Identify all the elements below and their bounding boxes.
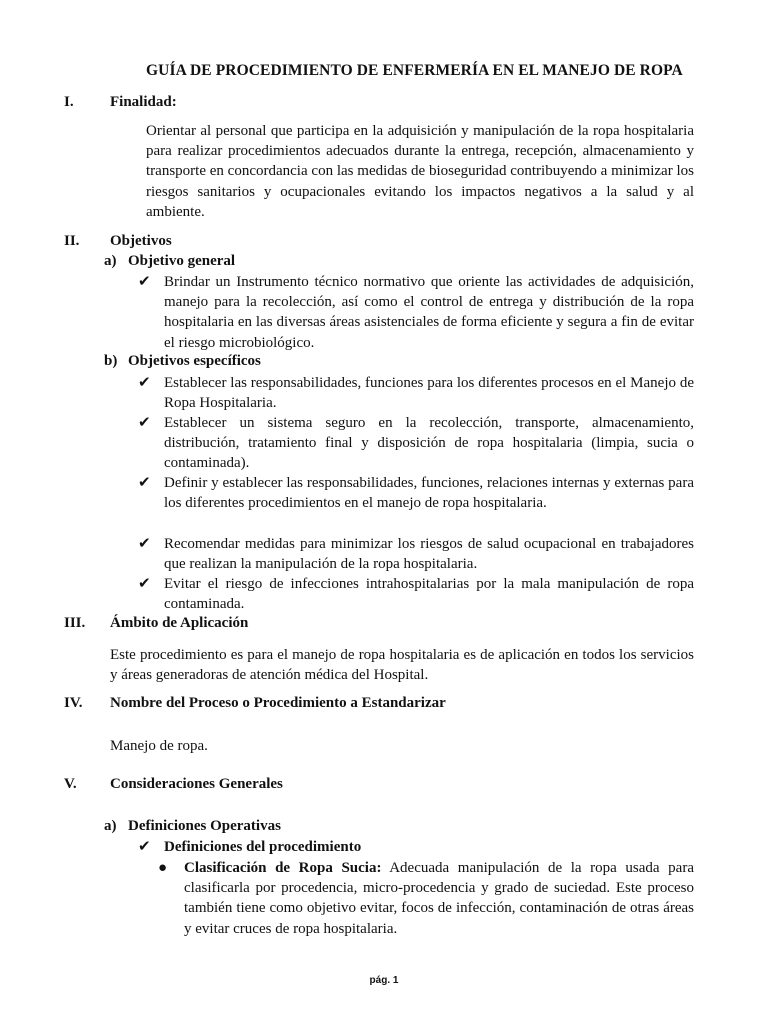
list-item-text: Establecer un sistema seguro en la recolección, transporte, almacenamiento, distribución, tratamiento final y disposición de ropa hospitalaria (limpia, sucia o contaminada). xyxy=(164,415,694,472)
subsection-objetivo-general xyxy=(104,253,235,270)
list-item xyxy=(138,272,694,353)
bullet-icon: ● xyxy=(158,860,168,876)
list-item-text: Definir y establecer las responsabilidades, funciones, relaciones internas y externas para los diferentes procedimientos en el manejo de ropa hospitalaria. xyxy=(164,475,694,512)
list-item-text: Establecer las responsabilidades, funciones para los diferentes procesos en el Manejo de Ropa Hospitalaria. xyxy=(164,375,694,412)
document-title: GUÍA DE PROCEDIMIENTO DE ENFERMERÍA EN EL MANEJO DE ROPA xyxy=(146,62,683,79)
list-item xyxy=(138,534,694,574)
list-item-text: Definiciones del procedimiento xyxy=(164,839,362,855)
subsection-label: b) xyxy=(104,353,118,369)
section-4-body: Manejo de ropa. xyxy=(110,738,208,754)
checkmark-icon: ✔ xyxy=(138,415,151,431)
list-item-text: Recomendar medidas para minimizar los riesgos de salud ocupacional en trabajadores que realizan la manipulación de la ropa hospitalaria. xyxy=(164,536,694,573)
section-3-title: Ámbito de Aplicación xyxy=(110,615,249,631)
section-5-number: V. xyxy=(64,776,77,792)
section-2-number: II. xyxy=(64,233,80,249)
checkmark-icon: ✔ xyxy=(138,475,151,491)
section-1-title: Finalidad: xyxy=(110,94,177,110)
list-item xyxy=(138,413,694,474)
definition-text: Adecuada manipulación de la ropa usada para clasificarla por procedencia, micro-procedencia y grado de suciedad. Este proceso también tiene como objetivo evitar, focos de infección, contaminación de otras áreas y evitar cruces de ropa hospitalaria. xyxy=(184,860,694,937)
section-5-title: Consideraciones Generales xyxy=(110,776,283,792)
checkmark-icon: ✔ xyxy=(138,576,151,592)
section-2-title: Objetivos xyxy=(110,233,172,249)
subsection-title: Objetivos específicos xyxy=(128,353,261,369)
subsection-label: a) xyxy=(104,818,117,834)
subsection-label: a) xyxy=(104,253,117,269)
subsection-title: Definiciones Operativas xyxy=(128,818,281,834)
definition-term: Clasificación de Ropa Sucia: xyxy=(184,860,382,876)
section-4-title: Nombre del Proceso o Procedimiento a Estandarizar xyxy=(110,695,446,711)
list-item xyxy=(138,837,694,857)
checkmark-icon: ✔ xyxy=(138,375,151,391)
checkmark-icon: ✔ xyxy=(138,839,151,855)
page-number: pág. 1 xyxy=(369,975,399,986)
checkmark-icon: ✔ xyxy=(138,536,151,552)
section-3-body: Este procedimiento es para el manejo de ropa hospitalaria es de aplicación en todos los servicios y áreas generadoras de atención médica del Hospital. xyxy=(110,647,694,684)
checkmark-icon: ✔ xyxy=(138,274,151,290)
list-item-text xyxy=(184,858,694,939)
list-item xyxy=(138,373,694,413)
section-4-number: IV. xyxy=(64,695,83,711)
list-item xyxy=(138,574,694,614)
subsection-definiciones-operativas xyxy=(104,818,281,835)
list-item xyxy=(158,858,694,939)
subsection-objetivos-especificos xyxy=(104,353,261,370)
section-3-number: III. xyxy=(64,615,86,631)
section-1-number: I. xyxy=(64,94,74,110)
subsection-title: Objetivo general xyxy=(128,253,236,269)
list-item-text: Brindar un Instrumento técnico normativo que oriente las actividades de adquisición, manejo para la recolección, así como el control de entrega y distribución de la ropa hospitalaria en las diversas áreas asistenciales de forma eficiente y segura a fin de evitar el riesgo microbiológico. xyxy=(164,274,694,351)
list-item-text: Evitar el riesgo de infecciones intrahospitalarias por la mala manipulación de ropa contaminada. xyxy=(164,576,694,613)
section-1-body: Orientar al personal que participa en la adquisición y manipulación de la ropa hospitalaria para realizar procedimientos adecuados durante la entrega, recepción, almacenamiento y transporte en concordancia con las medidas de bioseguridad contribuyendo a minimizar los riesgos sanitarios y ocupacionales evitando los impactos negativos a la salud y al ambiente. xyxy=(146,123,694,220)
list-item xyxy=(138,473,694,513)
